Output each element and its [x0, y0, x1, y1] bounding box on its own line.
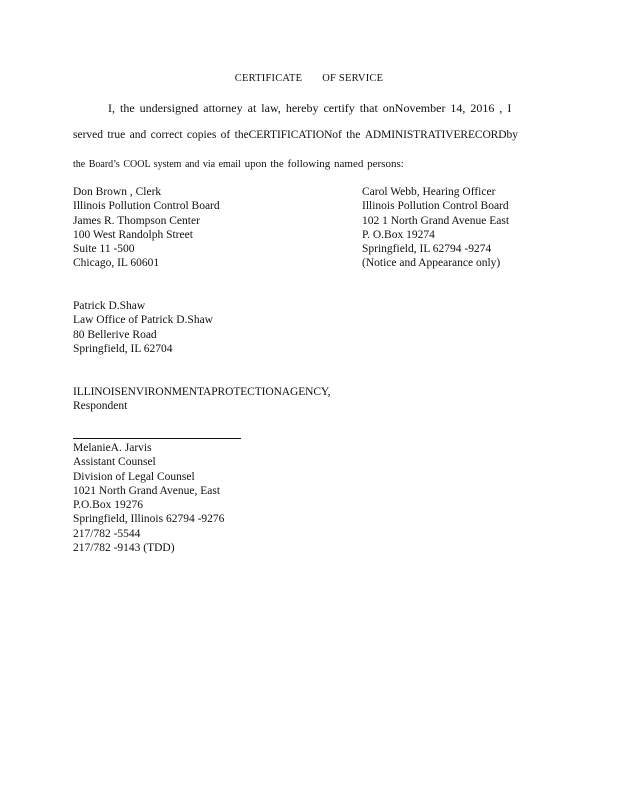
address-line: Patrick D.Shaw — [73, 300, 146, 312]
address-line: James R. Thompson Center — [73, 214, 200, 227]
respondent-block — [73, 385, 330, 414]
recipient-clerk — [73, 185, 220, 271]
line2-certification: CERTIFICATION — [248, 129, 333, 141]
signatory-line: Springfield, Illinois 62794 -9276 — [73, 513, 225, 526]
certification-line-1: I, the undersigned attorney at law, hereby certify that onNovember 14, 2016 , I — [108, 101, 512, 115]
signatory-line: P.O.Box 19276 — [73, 499, 143, 512]
title-part-certificate: CERTIFICATE — [234, 73, 303, 84]
signatory-line: 217/782 -5544 — [73, 527, 141, 540]
address-line: Suite 11 -500 — [73, 243, 135, 256]
signatory-line: 1021 North Grand Avenue, East — [73, 484, 221, 497]
certification-line-3 — [73, 158, 404, 170]
address-line: Springfield, IL 62794 -9274 — [362, 243, 492, 256]
address-line: 100 West Randolph Street — [73, 228, 193, 241]
signature-line — [73, 438, 241, 439]
line2-text-c: of the — [332, 129, 365, 141]
line3-text-b: upon the following named persons: — [240, 158, 404, 170]
signatory-line: Division of Legal Counsel — [73, 470, 195, 483]
line2-text-a: served true and correct copies of the — [73, 129, 249, 141]
certification-line-2 — [73, 129, 518, 141]
address-line: Illinois Pollution Control Board — [73, 200, 220, 213]
address-line: Carol Webb, Hearing Officer — [362, 186, 496, 198]
line2-administrative-record: ADMINISTRATIVERECORD — [364, 129, 507, 141]
document-title — [0, 73, 618, 84]
line2-text-e: by — [506, 129, 518, 141]
address-line: 102 1 North Grand Avenue East — [362, 214, 510, 227]
address-line: P. O.Box 19274 — [362, 228, 435, 241]
signatory-block — [73, 441, 224, 555]
address-line: Springfield, IL 62704 — [73, 342, 173, 355]
address-line: Don Brown , Clerk — [73, 186, 162, 198]
respondent-agency: ILLINOISENVIRONMENTAPROTECTIONAGENCY, — [73, 386, 331, 398]
signatory-line: 217/782 -9143 (TDD) — [73, 542, 175, 555]
signatory-line: MelanieA. Jarvis — [73, 442, 152, 454]
respondent-role: Respondent — [73, 400, 128, 413]
line3-text-a: the Board’s COOL system and via email — [73, 159, 241, 170]
title-part-of-service: OF SERVICE — [322, 73, 384, 84]
address-line: Illinois Pollution Control Board — [362, 200, 509, 213]
address-line: 80 Bellerive Road — [73, 328, 157, 341]
recipient-hearing-officer — [362, 185, 509, 271]
address-line: (Notice and Appearance only) — [362, 257, 501, 270]
signatory-line: Assistant Counsel — [73, 456, 156, 469]
address-line: Chicago, IL 60601 — [73, 257, 160, 270]
recipient-patrick-shaw — [73, 299, 213, 356]
address-line: Law Office of Patrick D.Shaw — [73, 314, 213, 327]
